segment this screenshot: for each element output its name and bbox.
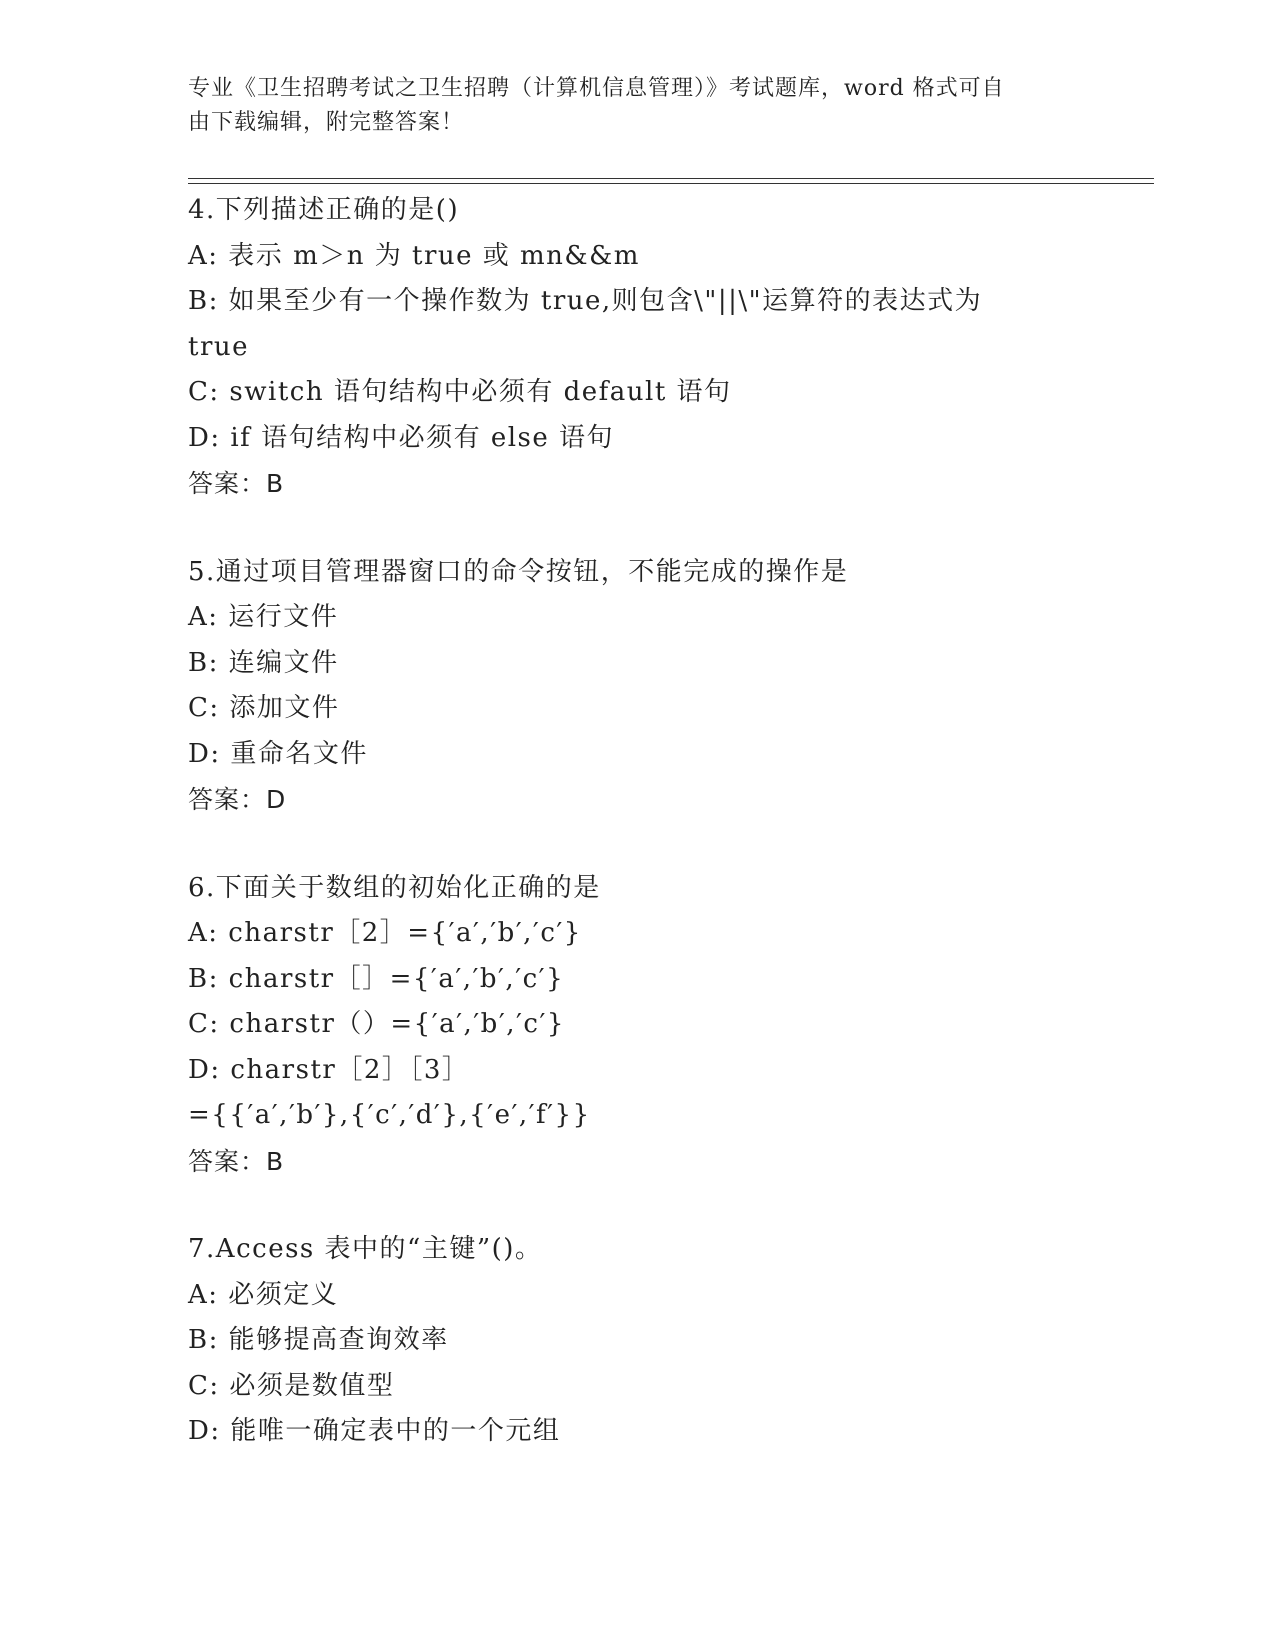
option-d-continued: ={{′a′,′b′},{′c′,′d′},{′e′,′f′}} xyxy=(188,1100,591,1130)
question-stem: 6.下面关于数组的初始化正确的是 xyxy=(188,872,601,903)
option-a: A: 必须定义 xyxy=(188,1279,339,1310)
option-c: C: switch 语句结构中必须有 default 语句 xyxy=(188,377,732,407)
question-block xyxy=(188,866,1108,1185)
option-a: A: 运行文件 xyxy=(188,602,339,632)
option-b: B: 如果至少有一个操作数为 true,则包含\"||\"运算符的表达式为 xyxy=(188,286,983,316)
question-block xyxy=(188,1227,1108,1455)
option-c: C: charstr（）={′a′,′b′,′c′} xyxy=(188,1009,565,1039)
option-b-continued: true xyxy=(188,331,250,362)
document-header xyxy=(188,72,1068,140)
header-line-2: 由下载编辑，附完整答案！ xyxy=(188,110,465,135)
header-divider-top xyxy=(188,178,1154,179)
question-stem: 7.Access 表中的“主键”()。 xyxy=(188,1234,543,1264)
option-a: A: 表示 m＞n 为 true 或 mn&&m xyxy=(188,240,640,271)
answer-label: 答案：B xyxy=(188,469,285,498)
option-c: C: 添加文件 xyxy=(188,693,340,723)
spacer xyxy=(188,823,1108,866)
answer-label: 答案：B xyxy=(188,1146,285,1176)
option-b: B: 连编文件 xyxy=(188,647,339,678)
header-divider-bottom xyxy=(188,183,1154,184)
question-list xyxy=(188,188,1108,1455)
option-a: A: charstr［2］={′a′,′b′,′c′} xyxy=(188,918,582,948)
question-stem: 4.下列描述正确的是() xyxy=(188,195,460,225)
option-b: B: charstr［］={′a′,′b′,′c′} xyxy=(188,963,565,994)
spacer xyxy=(188,1184,1108,1227)
header-line-1: 专业《卫生招聘考试之卫生招聘（计算机信息管理）》考试题库，word 格式可自 xyxy=(188,76,1005,101)
option-b: B: 能够提高查询效率 xyxy=(188,1325,449,1355)
answer-label: 答案：D xyxy=(188,785,287,814)
question-block xyxy=(188,188,1108,507)
question-stem: 5.通过项目管理器窗口的命令按钮，不能完成的操作是 xyxy=(188,556,849,587)
option-c: C: 必须是数值型 xyxy=(188,1370,395,1401)
option-d: D: 重命名文件 xyxy=(188,738,368,769)
option-d: D: charstr［2］［3］ xyxy=(188,1054,470,1085)
question-block xyxy=(188,550,1108,823)
option-d: D: if 语句结构中必须有 else 语句 xyxy=(188,422,615,453)
spacer xyxy=(188,507,1108,550)
option-d: D: 能唯一确定表中的一个元组 xyxy=(188,1416,561,1446)
